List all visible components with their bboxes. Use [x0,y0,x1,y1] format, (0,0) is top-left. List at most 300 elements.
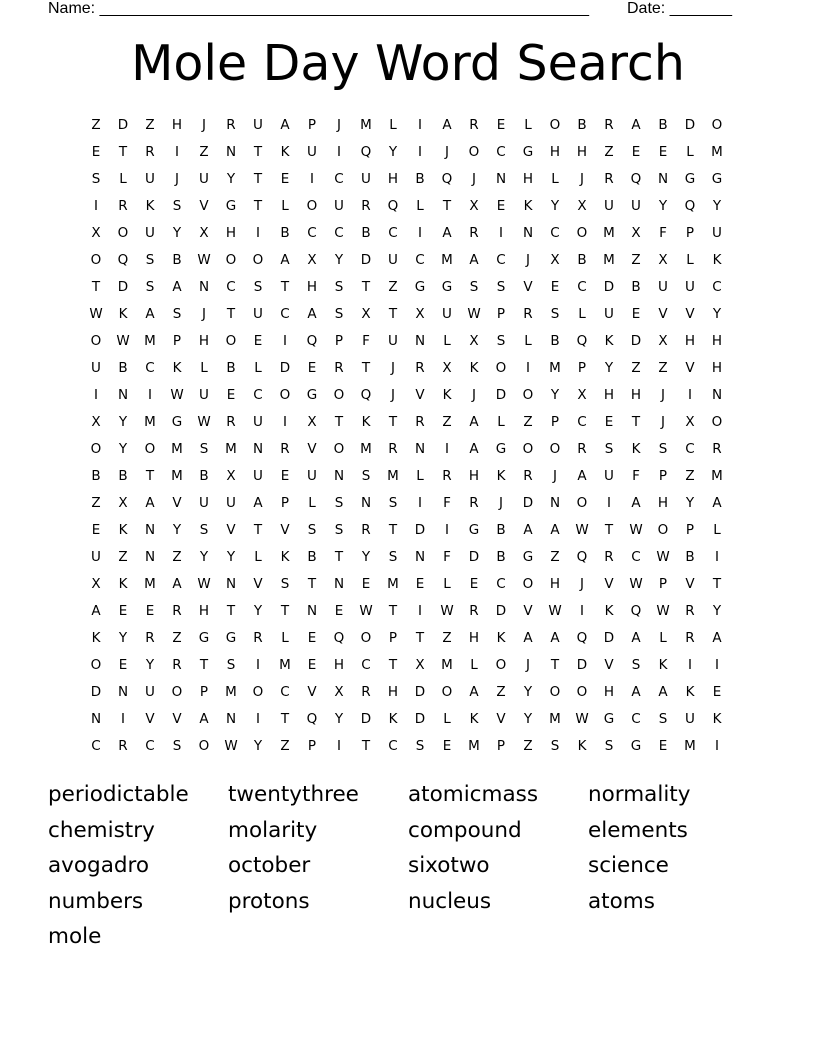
grid-letter: Z [172,549,182,565]
grid-letter: Q [117,252,129,268]
grid-letter: K [685,684,695,700]
grid-letter: M [603,225,615,241]
grid-letter: T [91,279,101,295]
grid-letter: R [415,414,425,430]
grid-letter: C [145,738,155,754]
grid-letter: D [414,522,426,538]
grid-letter: H [171,117,183,133]
grid-letter: O [549,441,561,457]
grid-letter: Y [658,198,668,214]
grid-letter: S [604,441,614,457]
grid-letter: K [577,738,587,754]
grid-letter: M [387,576,399,592]
grid-letter: J [202,306,206,322]
word-list-item: science [588,853,669,878]
grid-letter: O [468,144,480,160]
grid-letter: E [550,279,560,295]
grid-letter: G [225,198,237,214]
grid-letter: N [360,495,372,511]
grid-letter: Y [226,549,236,565]
grid-letter: H [576,144,588,160]
grid-letter: U [388,333,398,349]
grid-letter: N [414,441,426,457]
grid-letter: M [711,468,723,484]
grid-letter: R [226,117,236,133]
grid-letter: X [685,414,695,430]
grid-letter: A [253,495,263,511]
grid-letter: I [310,171,314,187]
grid-letter: W [89,306,103,322]
grid-letter: P [577,360,587,376]
grid-letter: K [631,441,641,457]
grid-letter: W [197,252,211,268]
grid-letter: A [712,495,722,511]
grid-letter: U [226,495,236,511]
grid-letter: E [118,657,128,673]
grid-letter: H [684,333,696,349]
grid-letter: A [631,495,641,511]
grid-row [84,276,732,303]
grid-letter: K [712,252,722,268]
word-list-item: avogadro [48,853,150,878]
grid-letter: Y [712,603,722,619]
grid-letter: D [684,117,696,133]
grid-letter: A [577,468,587,484]
grid-letter: R [469,495,479,511]
grid-letter: U [307,468,317,484]
grid-letter: B [91,468,101,484]
grid-letter: Z [523,414,533,430]
grid-letter: T [253,144,263,160]
grid-letter: I [337,738,341,754]
grid-letter: L [200,360,208,376]
grid-letter: R [334,360,344,376]
grid-letter: A [145,306,155,322]
grid-letter: I [418,225,422,241]
grid-letter: E [496,198,506,214]
grid-letter: X [307,252,317,268]
grid-letter: H [468,468,480,484]
grid-letter: Q [630,171,642,187]
grid-letter: F [362,333,370,349]
grid-letter: M [144,576,156,592]
grid-letter: L [281,198,289,214]
grid-letter: Y [118,414,128,430]
grid-letter: D [603,630,615,646]
grid-letter: O [333,441,345,457]
grid-letter: L [254,360,262,376]
grid-letter: I [337,144,341,160]
grid-letter: A [172,576,182,592]
grid-letter: X [91,576,101,592]
grid-letter: T [334,414,344,430]
grid-row [84,249,732,276]
grid-letter: J [553,468,557,484]
grid-letter: P [388,630,398,646]
grid-letter: T [361,360,371,376]
grid-letter: P [199,684,209,700]
grid-letter: C [685,441,695,457]
grid-letter: R [469,117,479,133]
grid-letter: R [604,117,614,133]
grid-letter: E [442,738,452,754]
grid-letter: C [496,576,506,592]
grid-letter: D [603,279,615,295]
word-list-item: elements [588,817,688,843]
grid-letter: N [711,387,723,403]
grid-letter: Y [523,711,533,727]
grid-letter: Y [172,522,182,538]
grid-letter: U [712,225,722,241]
grid-letter: T [253,522,263,538]
grid-letter: E [307,360,317,376]
grid-letter: N [117,387,129,403]
grid-letter: E [334,603,344,619]
grid-letter: I [715,657,719,673]
grid-letter: Z [496,684,506,700]
grid-letter: X [361,306,371,322]
grid-letter: J [337,117,341,133]
grid-letter: C [712,279,722,295]
grid-letter: U [388,252,398,268]
grid-letter: Y [199,549,209,565]
grid-letter: R [469,603,479,619]
grid-letter: T [361,279,371,295]
grid-letter: Z [172,630,182,646]
grid-letter: C [280,684,290,700]
grid-letter: U [685,711,695,727]
grid-letter: R [361,522,371,538]
grid-letter: K [145,198,155,214]
grid-letter: M [711,144,723,160]
grid-letter: K [604,603,614,619]
grid-letter: P [172,333,182,349]
grid-letter: Q [333,630,345,646]
grid-letter: C [91,738,101,754]
grid-letter: G [468,522,480,538]
grid-letter: O [90,657,102,673]
grid-letter: I [715,738,719,754]
word-list-item: protons [228,888,310,914]
grid-letter: E [307,630,317,646]
grid-letter: M [387,468,399,484]
word-list-item: nucleus [408,888,492,914]
grid-letter: M [225,441,237,457]
grid-letter: M [441,657,453,673]
grid-letter: Z [91,117,101,133]
grid-letter: V [685,576,695,592]
grid-letter: L [551,171,559,187]
grid-letter: I [418,495,422,511]
grid-letter: E [280,468,290,484]
grid-letter: D [117,117,129,133]
grid-row [84,411,732,438]
grid-letter: I [283,333,287,349]
grid-letter: R [118,738,128,754]
grid-letter: K [469,360,479,376]
grid-letter: H [711,333,723,349]
grid-row [84,168,732,195]
grid-letter: R [145,144,155,160]
grid-letter: L [416,468,424,484]
grid-letter: I [715,549,719,565]
grid-letter: C [307,225,317,241]
grid-letter: E [91,144,101,160]
grid-letter: E [253,333,263,349]
grid-letter: R [226,414,236,430]
grid-letter: H [468,630,480,646]
grid-letter: S [469,279,479,295]
grid-letter: C [415,252,425,268]
grid-letter: X [658,333,668,349]
grid-letter: U [442,306,452,322]
grid-letter: O [549,684,561,700]
grid-letter: S [280,576,290,592]
grid-letter: C [226,279,236,295]
grid-letter: B [496,522,506,538]
grid-letter: R [604,549,614,565]
grid-letter: P [685,522,695,538]
grid-letter: C [577,414,587,430]
grid-letter: E [91,522,101,538]
grid-letter: Z [550,549,560,565]
grid-letter: B [118,360,128,376]
grid-letter: T [307,576,317,592]
grid-letter: Y [334,252,344,268]
grid-letter: Z [658,360,668,376]
grid-letter: H [630,387,642,403]
grid-letter: C [577,279,587,295]
grid-letter: K [280,144,290,160]
grid-letter: A [631,117,641,133]
grid-letter: P [307,738,317,754]
grid-letter: P [685,225,695,241]
grid-letter: C [496,144,506,160]
grid-letter: A [469,441,479,457]
grid-letter: G [306,387,318,403]
grid-letter: G [630,738,642,754]
grid-letter: C [496,252,506,268]
grid-letter: X [469,333,479,349]
grid-letter: C [145,360,155,376]
grid-letter: T [226,306,236,322]
grid-letter: R [172,603,182,619]
grid-letter: J [391,360,395,376]
grid-letter: L [281,630,289,646]
grid-letter: U [199,387,209,403]
grid-letter: S [253,279,263,295]
grid-letter: K [118,306,128,322]
grid-letter: Q [387,198,399,214]
grid-letter: E [118,603,128,619]
grid-letter: Q [306,711,318,727]
grid-row [84,384,732,411]
grid-letter: E [226,387,236,403]
grid-letter: G [225,630,237,646]
grid-letter: B [550,333,560,349]
grid-letter: T [388,603,398,619]
grid-letter: T [388,306,398,322]
grid-letter: M [360,441,372,457]
grid-letter: Z [631,360,641,376]
grid-letter: S [172,198,182,214]
grid-letter: L [713,522,721,538]
grid-letter: R [577,441,587,457]
grid-letter: L [470,657,478,673]
word-list-item: numbers [48,888,144,914]
grid-letter: G [684,171,696,187]
word-list-item: normality [588,782,691,807]
grid-letter: P [550,414,560,430]
grid-letter: T [388,657,398,673]
grid-letter: S [631,657,641,673]
grid-letter: O [225,333,237,349]
grid-letter: K [496,468,506,484]
grid-letter: L [443,711,451,727]
grid-letter: N [225,711,237,727]
grid-letter: O [522,441,534,457]
grid-letter: I [418,603,422,619]
grid-letter: I [121,711,125,727]
grid-letter: O [117,225,129,241]
grid-letter: V [280,522,290,538]
grid-letter: S [334,522,344,538]
grid-letter: E [415,576,425,592]
grid-row [84,573,732,600]
grid-letter: Y [253,603,263,619]
grid-letter: U [604,198,614,214]
grid-letter: V [172,711,182,727]
grid-letter: A [658,684,668,700]
grid-letter: V [604,576,614,592]
grid-letter: X [415,306,425,322]
grid-letter: L [686,252,694,268]
grid-letter: Z [118,549,128,565]
grid-letter: L [443,333,451,349]
grid-letter: Q [576,549,588,565]
grid-letter: H [306,279,318,295]
grid-letter: U [253,306,263,322]
grid-letter: J [580,576,584,592]
grid-letter: I [580,603,584,619]
grid-letter: N [198,279,210,295]
grid-letter: C [631,711,641,727]
grid-letter: H [333,657,345,673]
grid-letter: I [688,387,692,403]
grid-letter: O [252,684,264,700]
grid-letter: S [199,522,209,538]
grid-letter: W [116,333,130,349]
grid-letter: V [226,522,236,538]
grid-letter: S [334,306,344,322]
grid-letter: U [604,306,614,322]
grid-letter: D [360,711,372,727]
grid-letter: T [361,738,371,754]
grid-letter: S [307,522,317,538]
grid-letter: K [361,414,371,430]
grid-letter: Q [576,333,588,349]
grid-letter: J [472,387,476,403]
grid-letter: J [445,144,449,160]
grid-letter: A [91,603,101,619]
grid-letter: Y [523,684,533,700]
grid-letter: N [414,549,426,565]
grid-letter: Q [306,333,318,349]
grid-letter: U [145,225,155,241]
grid-letter: F [632,468,640,484]
grid-letter: N [117,684,129,700]
grid-letter: S [334,495,344,511]
grid-letter: G [495,441,507,457]
grid-letter: L [119,171,127,187]
grid-letter: H [225,225,237,241]
grid-letter: R [388,441,398,457]
grid-letter: S [550,306,560,322]
grid-letter: O [576,495,588,511]
grid-letter: W [629,576,643,592]
grid-letter: Y [550,198,560,214]
grid-letter: J [499,495,503,511]
grid-letter: B [280,225,290,241]
grid-letter: D [576,657,588,673]
grid-letter: Z [631,252,641,268]
grid-letter: R [685,603,695,619]
grid-letter: K [604,333,614,349]
word-list-item: molarity [228,817,318,843]
grid-letter: O [279,387,291,403]
grid-letter: M [684,738,696,754]
grid-letter: N [657,171,669,187]
grid-letter: E [712,684,722,700]
grid-letter: A [523,522,533,538]
grid-letter: A [307,306,317,322]
grid-letter: I [445,441,449,457]
grid-letter: F [443,549,451,565]
grid-letter: B [199,468,209,484]
grid-letter: W [197,576,211,592]
grid-letter: Y [388,144,398,160]
grid-letter: A [172,279,182,295]
grid-letter: Y [118,441,128,457]
grid-letter: V [172,495,182,511]
grid-letter: K [658,657,668,673]
grid-letter: I [607,495,611,511]
grid-letter: V [685,306,695,322]
grid-letter: U [685,279,695,295]
grid-letter: V [658,306,668,322]
grid-letter: M [279,657,291,673]
grid-letter: D [90,684,102,700]
grid-letter: O [711,414,723,430]
grid-letter: E [631,144,641,160]
grid-letter: D [414,684,426,700]
grid-letter: J [661,414,665,430]
grid-letter: B [577,252,587,268]
grid-letter: L [308,495,316,511]
grid-letter: M [144,333,156,349]
grid-letter: D [414,711,426,727]
grid-letter: I [94,387,98,403]
grid-letter: L [524,117,532,133]
grid-letter: R [523,306,533,322]
grid-letter: A [469,414,479,430]
grid-letter: M [171,468,183,484]
grid-letter: V [685,360,695,376]
grid-letter: O [171,684,183,700]
grid-letter: G [198,630,210,646]
grid-letter: R [172,657,182,673]
grid-letter: S [550,738,560,754]
